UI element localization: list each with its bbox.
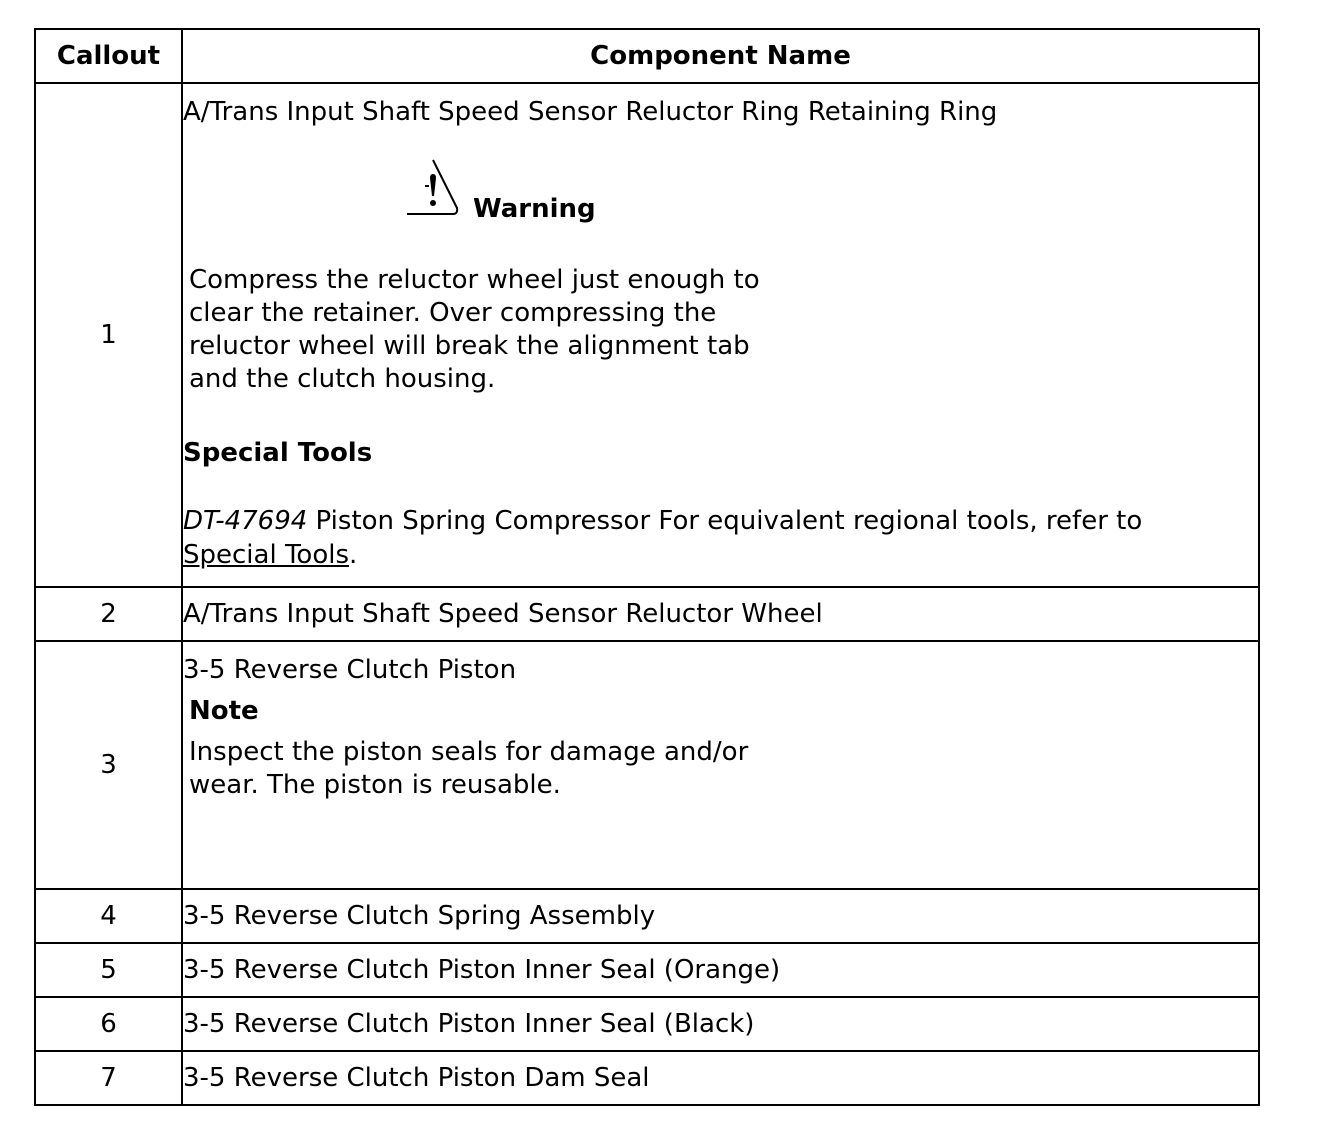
- callout-number: 2: [35, 587, 182, 641]
- header-row: [35, 29, 1259, 83]
- tool-text: Piston Spring Compressor For equivalent regional tools, refer to: [307, 506, 1143, 536]
- component-name: 3-5 Reverse Clutch Piston: [183, 655, 517, 685]
- callout-number: 6: [35, 997, 182, 1051]
- special-tools-heading: Special Tools: [183, 438, 373, 468]
- table-row: [35, 83, 1259, 587]
- table-row: [35, 587, 1259, 641]
- warning-line: Compress the reluctor wheel just enough to: [189, 265, 760, 295]
- warning-line: reluctor wheel will break the alignment tab: [189, 331, 750, 361]
- warning-block: [403, 156, 1258, 228]
- component-name: A/Trans Input Shaft Speed Sensor Reluctor Wheel: [182, 587, 1259, 641]
- table-row: [35, 997, 1259, 1051]
- component-cell: [182, 641, 1259, 889]
- warning-label: Warning: [473, 194, 596, 224]
- warning-line: clear the retainer. Over compressing the: [189, 298, 717, 328]
- component-name: 3-5 Reverse Clutch Piston Inner Seal (Orange): [182, 943, 1259, 997]
- table-row: [35, 943, 1259, 997]
- component-name: 3-5 Reverse Clutch Spring Assembly: [182, 889, 1259, 943]
- tool-trailing: .: [349, 540, 358, 570]
- note-line: wear. The piston is reusable.: [189, 770, 561, 800]
- warning-icon: [403, 156, 463, 228]
- callout-number: 4: [35, 889, 182, 943]
- component-name: A/Trans Input Shaft Speed Sensor Reluctor Ring Retaining Ring: [183, 97, 998, 127]
- special-tool-description: [183, 504, 1258, 572]
- component-name-header: Component Name: [182, 29, 1259, 83]
- component-cell: [182, 83, 1259, 587]
- callout-number: 7: [35, 1051, 182, 1105]
- tool-id: DT-47694: [183, 506, 308, 536]
- table-row: [35, 641, 1259, 889]
- callout-header: Callout: [35, 29, 182, 83]
- table-row: [35, 1051, 1259, 1105]
- callout-number: 1: [35, 83, 182, 587]
- callout-number: 5: [35, 943, 182, 997]
- component-name: 3-5 Reverse Clutch Piston Dam Seal: [182, 1051, 1259, 1105]
- components-table: [34, 28, 1260, 1106]
- note-heading: Note: [189, 696, 259, 726]
- component-name: 3-5 Reverse Clutch Piston Inner Seal (Black): [182, 997, 1259, 1051]
- note-line: Inspect the piston seals for damage and/or: [189, 737, 749, 767]
- warning-line: and the clutch housing.: [189, 364, 496, 394]
- special-tools-link[interactable]: Special Tools: [183, 540, 349, 570]
- warning-text: [189, 264, 829, 396]
- note-text: [189, 736, 829, 802]
- table-row: [35, 889, 1259, 943]
- callout-number: 3: [35, 641, 182, 889]
